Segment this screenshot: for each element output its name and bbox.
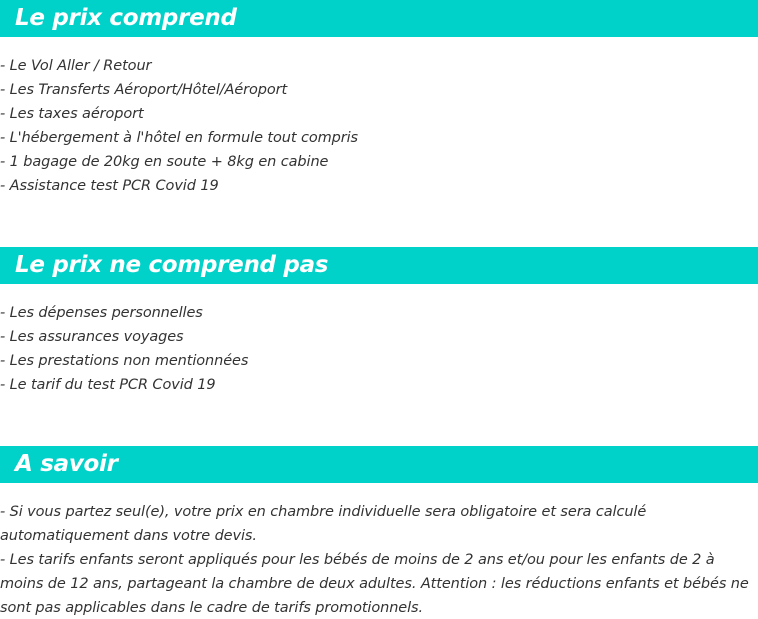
list-item: - Les assurances voyages [0,329,184,345]
section-heading-includes [0,0,758,37]
info-paragraphs [0,500,758,619]
section-heading-excludes [0,247,758,284]
list-item: - Les taxes aéroport [0,106,144,122]
list-item: - Assistance test PCR Covid 19 [0,178,219,194]
section-price-includes [0,0,758,198]
info-paragraph-children: - Les tarifs enfants seront appliqués pour les bébés de moins de 2 ans et/ou pour les enfants de 2 à moins de 12 ans, partageant la chambre de deux adultes. Attention : les réductions enfants et bébés ne sont pas applicables dans le cadre de tarifs promotionnels. [0,552,749,616]
excludes-list [0,301,758,397]
section-price-excludes [0,247,758,397]
heading-text-info: A savoir [15,451,118,477]
list-item: - L'hébergement à l'hôtel en formule tout compris [0,130,358,146]
list-item: - Les Transferts Aéroport/Hôtel/Aéroport [0,82,288,98]
list-item: - Le tarif du test PCR Covid 19 [0,377,216,393]
section-good-to-know [0,446,758,619]
list-item: - Les dépenses personnelles [0,305,203,321]
section-heading-info [0,446,758,483]
info-paragraph-solo: - Si vous partez seul(e), votre prix en chambre individuelle sera obligatoire et sera calculé automatiquement dans votre devis. [0,504,647,544]
list-item: - Le Vol Aller / Retour [0,58,152,74]
list-item: - 1 bagage de 20kg en soute + 8kg en cabine [0,154,329,170]
list-item: - Les prestations non mentionnées [0,353,249,369]
heading-text-includes: Le prix comprend [15,5,237,31]
includes-list [0,54,758,198]
heading-text-excludes: Le prix ne comprend pas [15,252,329,278]
